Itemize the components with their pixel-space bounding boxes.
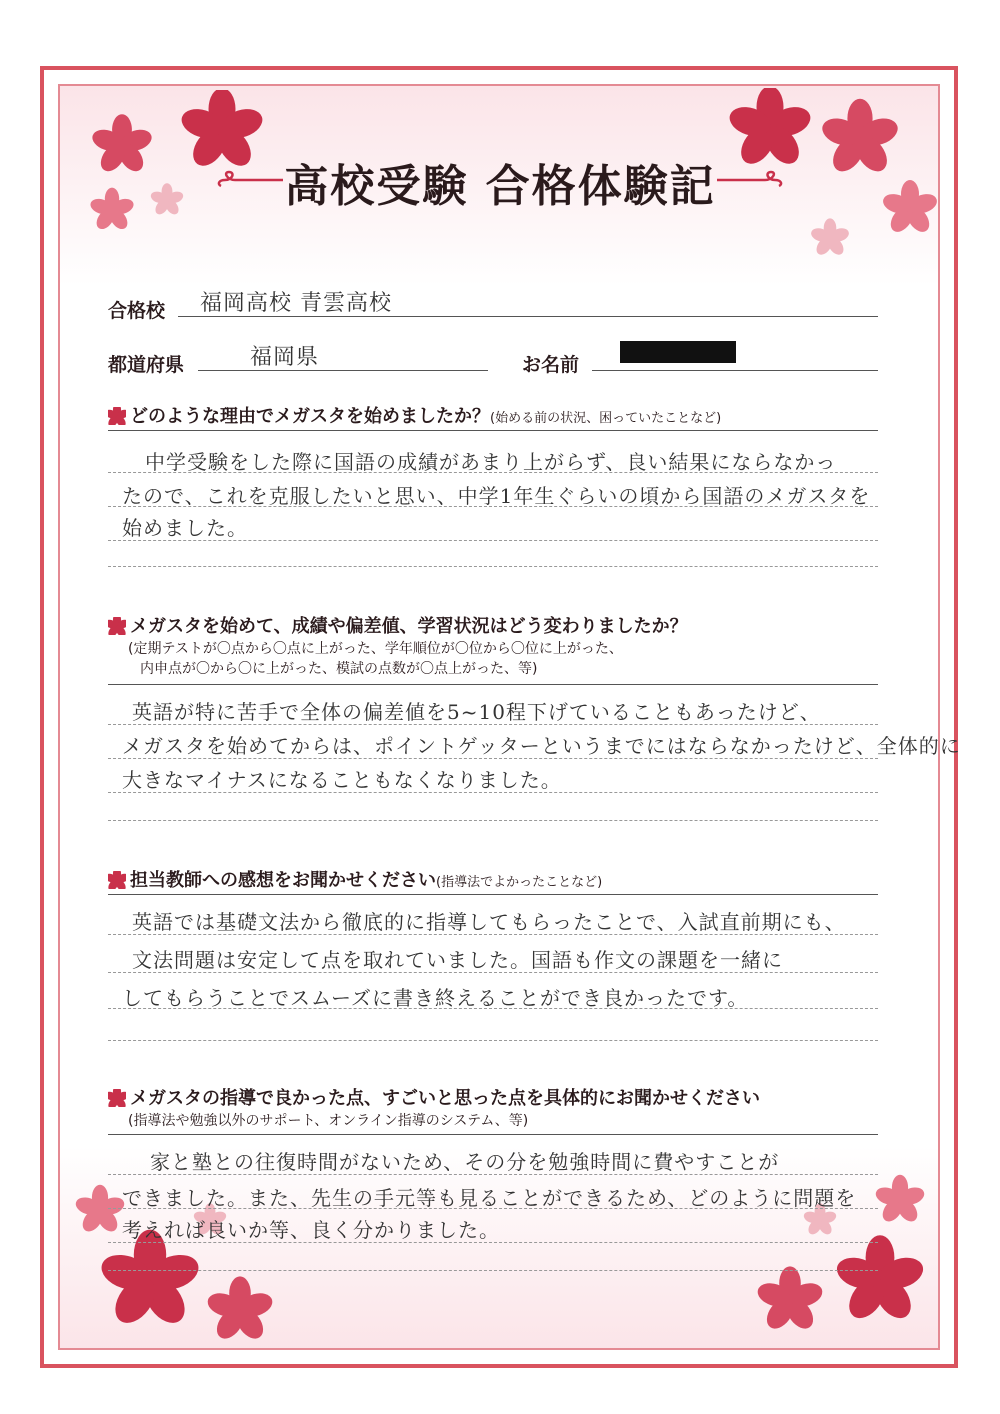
question-4-note-1: (指導法や勉強以外のサポート、オンライン指導のシステム、等) [128,1113,529,1129]
redacted-name [620,341,736,363]
answer-2-line-1: 英語が特に苦手で全体の偏差値を5~10程下げていることもあったけど、 [132,700,821,724]
name-label: お名前 [522,354,580,376]
title-ornament-right-icon [715,168,785,192]
answer-line [108,472,878,473]
answer-line [108,894,878,895]
school-value: 福岡高校 青雲高校 [200,291,392,316]
school-line [178,316,878,317]
answer-4-line-1: 家と塾との往復時間がないため、その分を勉強時間に費やすことが [150,1150,780,1174]
blossom-bullet-icon [108,871,126,889]
answer-1-line-2: たので、これを克服したいと思い、中学1年生ぐらいの頃から国語のメガスタを [122,484,871,508]
answer-3-line-1: 英語では基礎文法から徹底的に指導してもらったことで、入試直前期にも、 [132,910,846,934]
prefecture-value: 福岡県 [250,345,320,370]
question-4-heading: メガスタの指導で良かった点、すごいと思った点を具体的にお聞かせください [108,1084,760,1110]
answer-line [108,566,878,567]
answer-line [108,758,878,759]
answer-line [108,506,878,507]
question-2-note-2: 内申点が〇から〇に上がった、模試の点数が〇点上がった、等) [140,661,538,677]
question-2-note-1: (定期テストが〇点から〇点に上がった、学年順位が〇位から〇位に上がった、 [128,641,623,657]
answer-line [108,724,878,725]
answer-line [108,820,878,821]
question-1-heading: どのような理由でメガスタを始めましたか？(始める前の状況、困っていたことなど) [108,402,721,428]
prefecture-label: 都道府県 [108,354,185,376]
answer-line [108,1134,878,1135]
answer-1-line-3: 始めました。 [122,516,248,540]
answer-line [108,684,878,685]
answer-line [108,430,878,431]
answer-3-line-2: 文法問題は安定して点を取れていました。国語も作文の課題を一緒に [132,948,783,972]
answer-2-line-3: 大きなマイナスになることもなくなりました。 [122,768,562,792]
prefecture-line [198,370,488,371]
name-line [592,370,878,371]
page-title: 高校受験 合格体験記 [284,161,716,212]
answer-4-line-2: できました。また、先生の手元等も見ることができるため、どのように問題を [122,1186,857,1210]
school-label: 合格校 [108,300,166,322]
blossom-bullet-icon [108,1089,126,1107]
blossom-bullet-icon [108,407,126,425]
answer-line [108,1242,878,1243]
answer-2-line-2: メガスタを始めてからは、ポイントゲッターというまでにはならなかったけど、全体的に [122,734,961,758]
blossom-bullet-icon [108,617,126,635]
answer-line [108,972,878,973]
answer-line [108,1040,878,1041]
answer-line [108,1008,878,1009]
answer-line [108,792,878,793]
question-3-heading: 担当教師への感想をお聞かせください(指導法でよかったことなど) [108,866,602,892]
answer-line [108,540,878,541]
answer-3-line-3: してもらうことでスムーズに書き終えることができ良かったです。 [122,986,749,1010]
answer-line [108,1270,878,1271]
answer-line [108,1208,878,1209]
answer-1-line-1: 中学受験をした際に国語の成績があまり上がらず、良い結果にならなかっ [145,450,837,474]
answer-line [108,934,878,935]
answer-4-line-3: 考えれば良いか等、良く分かりました。 [122,1218,500,1242]
question-2-heading: メガスタを始めて、成績や偏差値、学習状況はどう変わりましたか？ [108,612,688,638]
answer-line [108,1174,878,1175]
